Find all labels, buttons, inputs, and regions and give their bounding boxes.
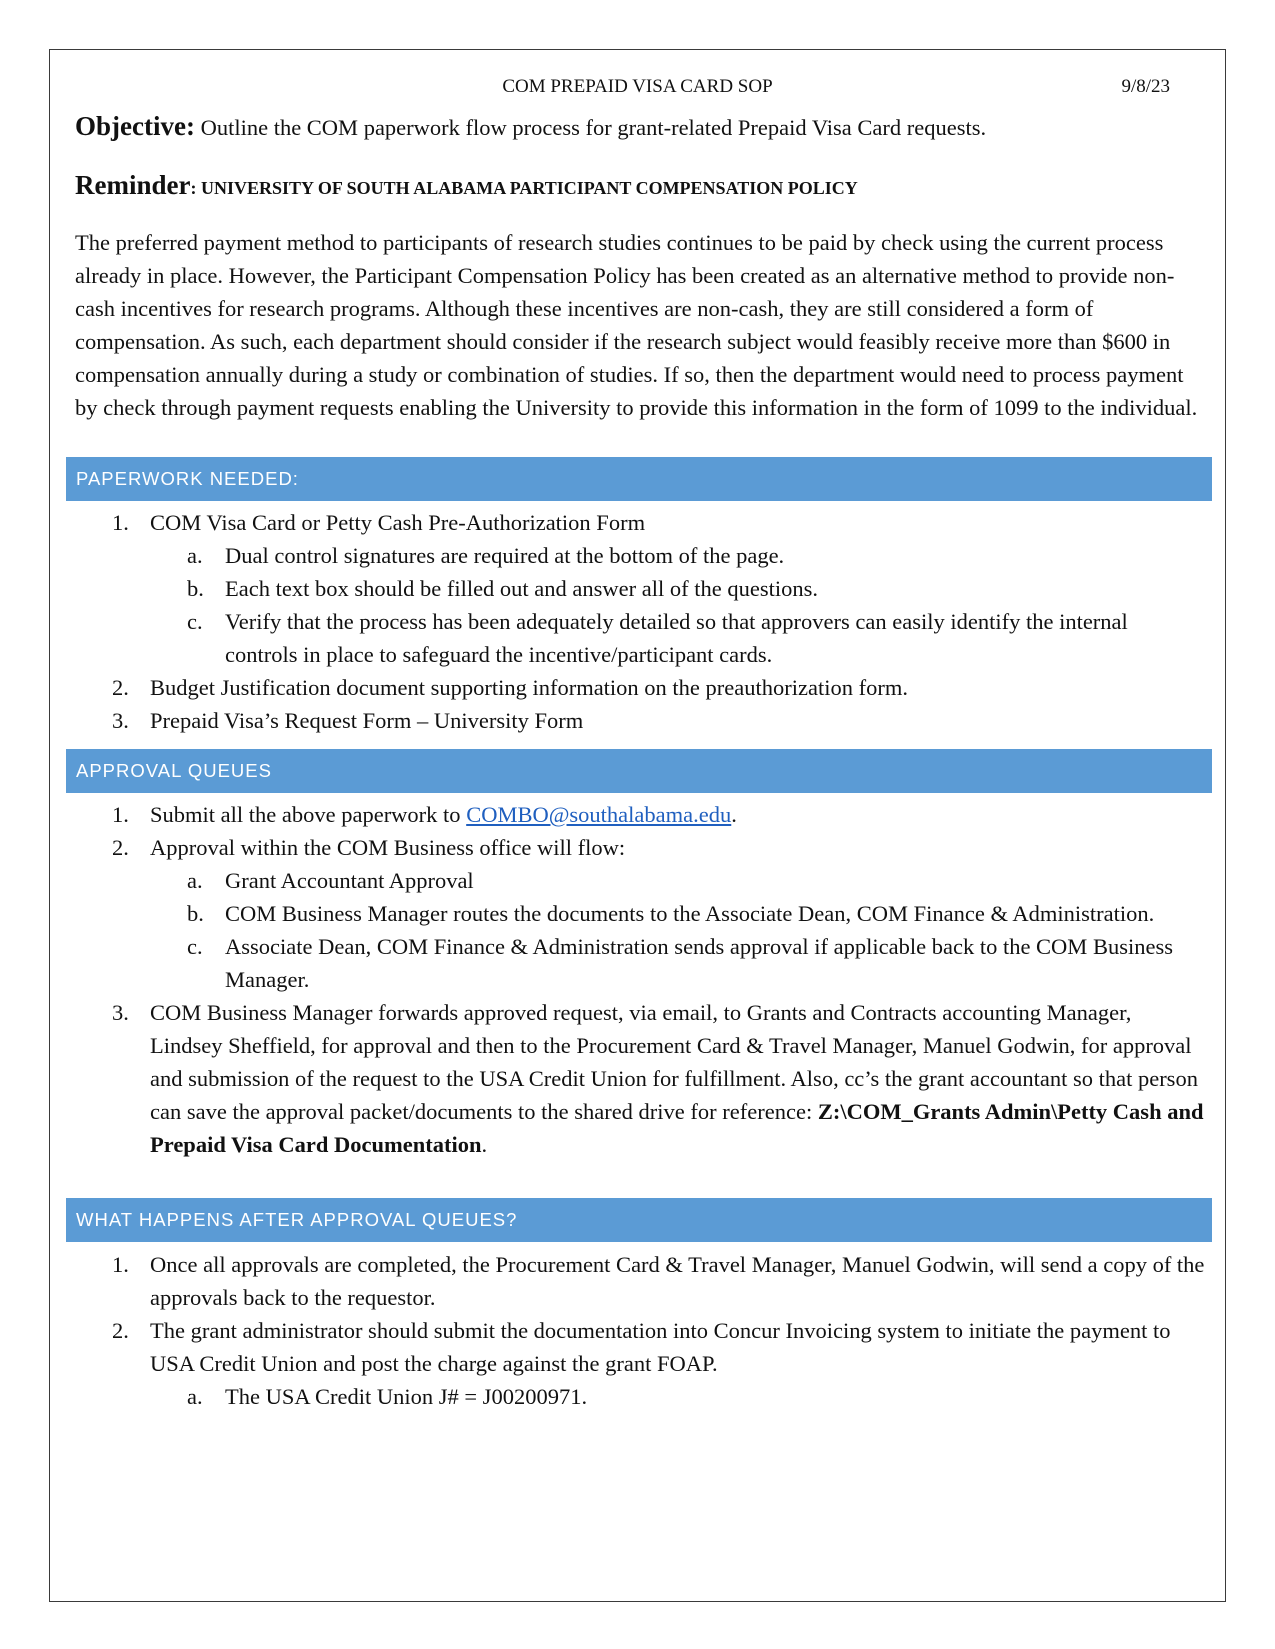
list-item-text: Prepaid Visa’s Request Form – University Form: [150, 708, 584, 733]
section-heading-after-approval: WHAT HAPPENS AFTER APPROVAL QUEUES?: [66, 1198, 1212, 1242]
list-item-end: .: [481, 1132, 488, 1157]
objective-label: Objective:: [75, 111, 195, 141]
sub-list-item: [75, 605, 1205, 671]
list-number: 3.: [112, 708, 129, 733]
sub-letter: b.: [187, 901, 204, 926]
sub-item-text: Each text box should be filled out and answer all of the questions.: [225, 576, 818, 601]
objective-text: Outline the COM paperwork flow process for grant-related Prepaid Visa Card requests.: [200, 115, 987, 140]
list-item: [75, 671, 1205, 704]
sub-list-item: [75, 864, 1205, 897]
list-item-text: Submit all the above paperwork to: [150, 802, 467, 827]
list-item: [75, 704, 1205, 737]
intro-paragraph: The preferred payment method to participants of research studies continues to be paid by check using the current process already in place. However, the Participant Compensation Policy has been created as an alternative method to provide non-cash incentives for research programs. Although these incentives are non-cash, they are still considered a form of compensation. As such, each department should consider if the research subject would feasibly receive more than $600 in compensation annually during a study or combination of studies. If so, then the department would need to process payment by check through payment requests enabling the University to provide this information in the form of 1099 to the individual.: [75, 230, 1198, 420]
list-item-end: .: [731, 802, 737, 827]
sub-list-item: [75, 539, 1205, 572]
sub-list-item: [75, 1380, 1205, 1413]
list-number: 1.: [112, 1252, 129, 1277]
sub-list-item: [75, 572, 1205, 605]
list-item-text: COM Visa Card or Petty Cash Pre-Authorization Form: [150, 510, 646, 535]
list-number: 2.: [112, 835, 129, 860]
list-item: [75, 798, 1205, 831]
sub-letter: a.: [187, 868, 203, 893]
section-heading-paperwork: PAPERWORK NEEDED:: [66, 457, 1212, 501]
sub-letter: b.: [187, 576, 204, 601]
reminder-policy: : UNIVERSITY OF SOUTH ALABAMA PARTICIPANT COMPENSATION POLICY: [190, 178, 858, 198]
after-approval-list: [75, 1248, 1205, 1413]
list-number: 2.: [112, 675, 129, 700]
list-number: 1.: [112, 802, 129, 827]
list-number: 3.: [112, 1000, 129, 1025]
sub-item-text: Verify that the process has been adequately detailed so that approvers can easily identify the internal controls in place to safeguard the incentive/participant cards.: [225, 609, 1128, 667]
list-item-text: The grant administrator should submit the documentation into Concur Invoicing system to initiate the payment to USA Credit Union and post the charge against the grant FOAP.: [150, 1318, 1171, 1376]
objective: [75, 111, 986, 142]
email-link[interactable]: COMBO@southalabama.edu: [466, 802, 732, 827]
sub-letter: a.: [187, 1384, 203, 1409]
list-number: 2.: [112, 1318, 129, 1343]
document-title: COM PREPAID VISA CARD SOP: [502, 76, 773, 97]
section-heading-approval: APPROVAL QUEUES: [66, 749, 1212, 793]
sub-letter: a.: [187, 543, 203, 568]
sub-item-text: Dual control signatures are required at the bottom of the page.: [225, 543, 785, 568]
list-item-text: Once all approvals are completed, the Procurement Card & Travel Manager, Manuel Godwin, will send a copy of the approvals back to the requestor.: [150, 1252, 1205, 1310]
list-item: [75, 831, 1205, 864]
list-item-text: Budget Justification document supporting information on the preauthorization form.: [150, 675, 908, 700]
list-item: [75, 506, 1205, 539]
shared-drive-path: Z:\COM_Grants Admin\Petty Cash and Prepaid Visa Card Documentation: [150, 1099, 1204, 1157]
reminder: [75, 170, 858, 201]
approval-list: [75, 798, 1205, 1161]
sub-item-text: Grant Accountant Approval: [225, 868, 474, 893]
sub-item-text: Associate Dean, COM Finance & Administration sends approval if applicable back to the COM Business Manager.: [225, 934, 1173, 992]
sub-letter: c.: [187, 934, 203, 959]
reminder-label: Reminder: [75, 170, 191, 200]
list-item: [75, 996, 1205, 1161]
list-item-text: Approval within the COM Business office will flow:: [150, 835, 626, 860]
paperwork-list: [75, 506, 1205, 737]
sub-item-text: COM Business Manager routes the documents to the Associate Dean, COM Finance & Administration.: [225, 901, 1155, 926]
list-item-text: COM Business Manager forwards approved request, via email, to Grants and Contracts accounting Manager, Lindsey Sheffield, for approval and then to the Procurement Card & Travel Manager, Manuel Godwin, for approval and submission of the request to the USA Credit Union for fulfillment. Also, cc’s the grant accountant so that person can save the approval packet/documents to the shared drive for reference:: [150, 1000, 1198, 1124]
document-date: 9/8/23: [1121, 76, 1170, 97]
list-item: [75, 1248, 1205, 1314]
list-number: 1.: [112, 510, 129, 535]
sub-item-text: The USA Credit Union J# = J00200971.: [225, 1384, 588, 1409]
sub-list-item: [75, 930, 1205, 996]
sub-list-item: [75, 897, 1205, 930]
sub-letter: c.: [187, 609, 203, 634]
list-item: [75, 1314, 1205, 1380]
